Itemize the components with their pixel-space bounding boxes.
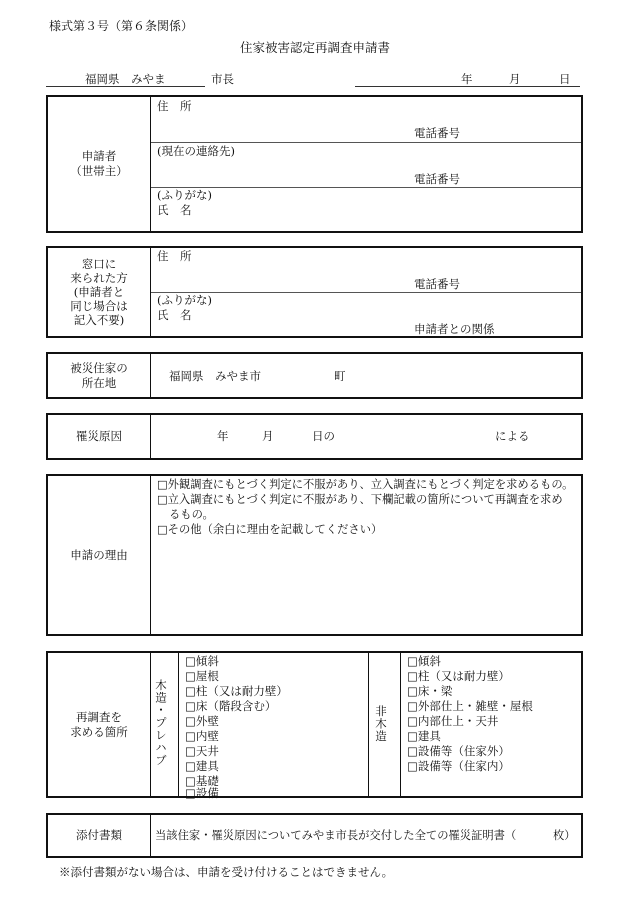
nonwooden-item-slope[interactable]: □傾斜 — [407, 654, 441, 668]
nonwooden-label: 非木造 — [374, 705, 388, 743]
wooden-label-divider — [178, 653, 179, 796]
visitor-row-divider — [151, 292, 581, 293]
location-section — [46, 352, 583, 399]
attachment-count-unit[interactable]: 枚） — [553, 829, 576, 842]
reason-option-interior-cont: るもの。 — [169, 508, 214, 521]
visitor-label-line5: 記入不要) — [73, 313, 125, 327]
visitor-label-line4: 同じ場合は — [70, 299, 128, 313]
visitor-section — [46, 246, 583, 338]
wooden-label: 木造・プレハブ — [154, 679, 168, 767]
location-label-line1: 被災住家の — [70, 360, 128, 375]
reinspection-label-line2: 求める箇所 — [70, 724, 128, 739]
addressee-city[interactable]: みやま — [131, 72, 166, 86]
visitor-address-label: 住 所 — [157, 249, 192, 263]
applicant-row-divider-1 — [151, 142, 581, 143]
applicant-section — [46, 95, 583, 233]
visitor-label-line3: (申請者と — [73, 285, 125, 299]
wooden-item-floor[interactable]: □床（階段含む） — [185, 699, 277, 713]
visitor-phone-label: 電話番号 — [414, 277, 460, 291]
page-title: 住家被害認定再調査申請書 — [239, 40, 390, 55]
applicant-phone2-label: 電話番号 — [414, 172, 460, 186]
location-label-line2: 所在地 — [81, 375, 117, 390]
wooden-item-interior-wall[interactable]: □内壁 — [185, 729, 219, 743]
visitor-name-label: 氏 名 — [157, 308, 192, 322]
addressee-mayor: 市長 — [211, 72, 234, 86]
cause-divider — [150, 415, 151, 458]
visitor-label — [48, 248, 150, 336]
reinspection-divider — [150, 653, 151, 796]
date-underline — [355, 86, 580, 87]
location-label — [48, 354, 150, 397]
applicant-row-divider-2 — [151, 187, 581, 188]
reason-option-other[interactable]: □その他（余白に理由を記載してください） — [157, 523, 383, 536]
nonwooden-item-interior-finish[interactable]: □内部仕上・天井 — [407, 714, 499, 728]
location-city: みやま市 — [215, 369, 261, 383]
date-month: 月 — [509, 72, 521, 86]
reinspection-section — [46, 651, 583, 798]
wooden-item-fittings[interactable]: □建具 — [185, 759, 219, 773]
cause-label: 罹災原因 — [76, 429, 122, 443]
applicant-current-contact-label: (現在の連絡先) — [157, 144, 235, 158]
reason-label: 申請の理由 — [70, 547, 128, 562]
applicant-divider — [150, 97, 151, 231]
applicant-name-label: 氏 名 — [157, 203, 192, 217]
cause-day: 日の — [312, 429, 335, 443]
nonwooden-left-divider — [368, 653, 369, 796]
reinspection-label — [48, 653, 150, 796]
applicant-furigana-label: (ふりがな) — [157, 188, 212, 202]
footnote: ※添付書類がない場合は、申請を受け付けることはできません。 — [59, 865, 394, 879]
reason-option-interior[interactable]: □立入調査にもとづく判定に不服があり、下欄記載の箇所について再調査を求め — [157, 493, 563, 506]
wooden-item-equipment[interactable]: □設備 — [185, 786, 219, 800]
cause-due-to: による — [495, 429, 530, 443]
applicant-label-line2: （世帯主） — [70, 164, 128, 178]
reason-divider — [150, 476, 151, 634]
location-divider — [150, 354, 151, 397]
addressee-prefecture: 福岡県 — [85, 72, 120, 86]
cause-month: 月 — [262, 429, 274, 443]
applicant-label — [48, 97, 150, 231]
reason-section — [46, 474, 583, 636]
nonwooden-item-exterior-finish[interactable]: □外部仕上・雑壁・屋根 — [407, 699, 533, 713]
cause-section — [46, 413, 583, 460]
attachment-divider — [150, 815, 151, 856]
visitor-relation-label: 申請者との関係 — [414, 322, 495, 336]
nonwooden-label-divider — [400, 653, 401, 796]
date-year: 年 — [461, 72, 473, 86]
visitor-label-line1: 窓口に — [81, 257, 117, 271]
visitor-furigana-label: (ふりがな) — [157, 293, 212, 307]
applicant-address-label: 住 所 — [157, 99, 192, 113]
cause-year: 年 — [217, 429, 229, 443]
nonwooden-item-pillar[interactable]: □柱（又は耐力壁） — [407, 669, 510, 683]
visitor-label-line2: 来られた方 — [70, 271, 128, 285]
addressee-underline — [46, 86, 205, 87]
date-day: 日 — [559, 72, 571, 86]
form-number: 様式第３号（第６条関係） — [49, 19, 194, 33]
wooden-item-exterior-wall[interactable]: □外壁 — [185, 714, 219, 728]
location-town: 町 — [334, 369, 346, 383]
wooden-item-roof[interactable]: □屋根 — [185, 669, 219, 683]
location-prefecture: 福岡県 — [169, 369, 204, 383]
reinspection-label-line1: 再調査を — [76, 709, 122, 724]
nonwooden-item-equipment-inside[interactable]: □設備等（住家内） — [407, 759, 510, 773]
nonwooden-item-floor-beam[interactable]: □床・梁 — [407, 684, 453, 698]
applicant-phone1-label: 電話番号 — [414, 126, 460, 140]
nonwooden-item-fittings[interactable]: □建具 — [407, 729, 441, 743]
attachment-label: 添付書類 — [76, 828, 122, 842]
applicant-label-line1: 申請者 — [81, 149, 117, 163]
wooden-item-foundation[interactable]: □基礎 — [185, 774, 219, 788]
attachment-section — [46, 813, 583, 858]
reason-option-exterior[interactable]: □外観調査にもとづく判定に不服があり、立入調査にもとづく判定を求めるもの。 — [157, 478, 574, 491]
wooden-item-ceiling[interactable]: □天井 — [185, 744, 219, 758]
attachment-content: 当該住家・罹災原因についてみやま市長が交付した全ての罹災証明書（ — [155, 829, 517, 842]
wooden-item-slope[interactable]: □傾斜 — [185, 654, 219, 668]
nonwooden-item-equipment-outside[interactable]: □設備等（住家外） — [407, 744, 510, 758]
wooden-item-pillar[interactable]: □柱（又は耐力壁） — [185, 684, 288, 698]
